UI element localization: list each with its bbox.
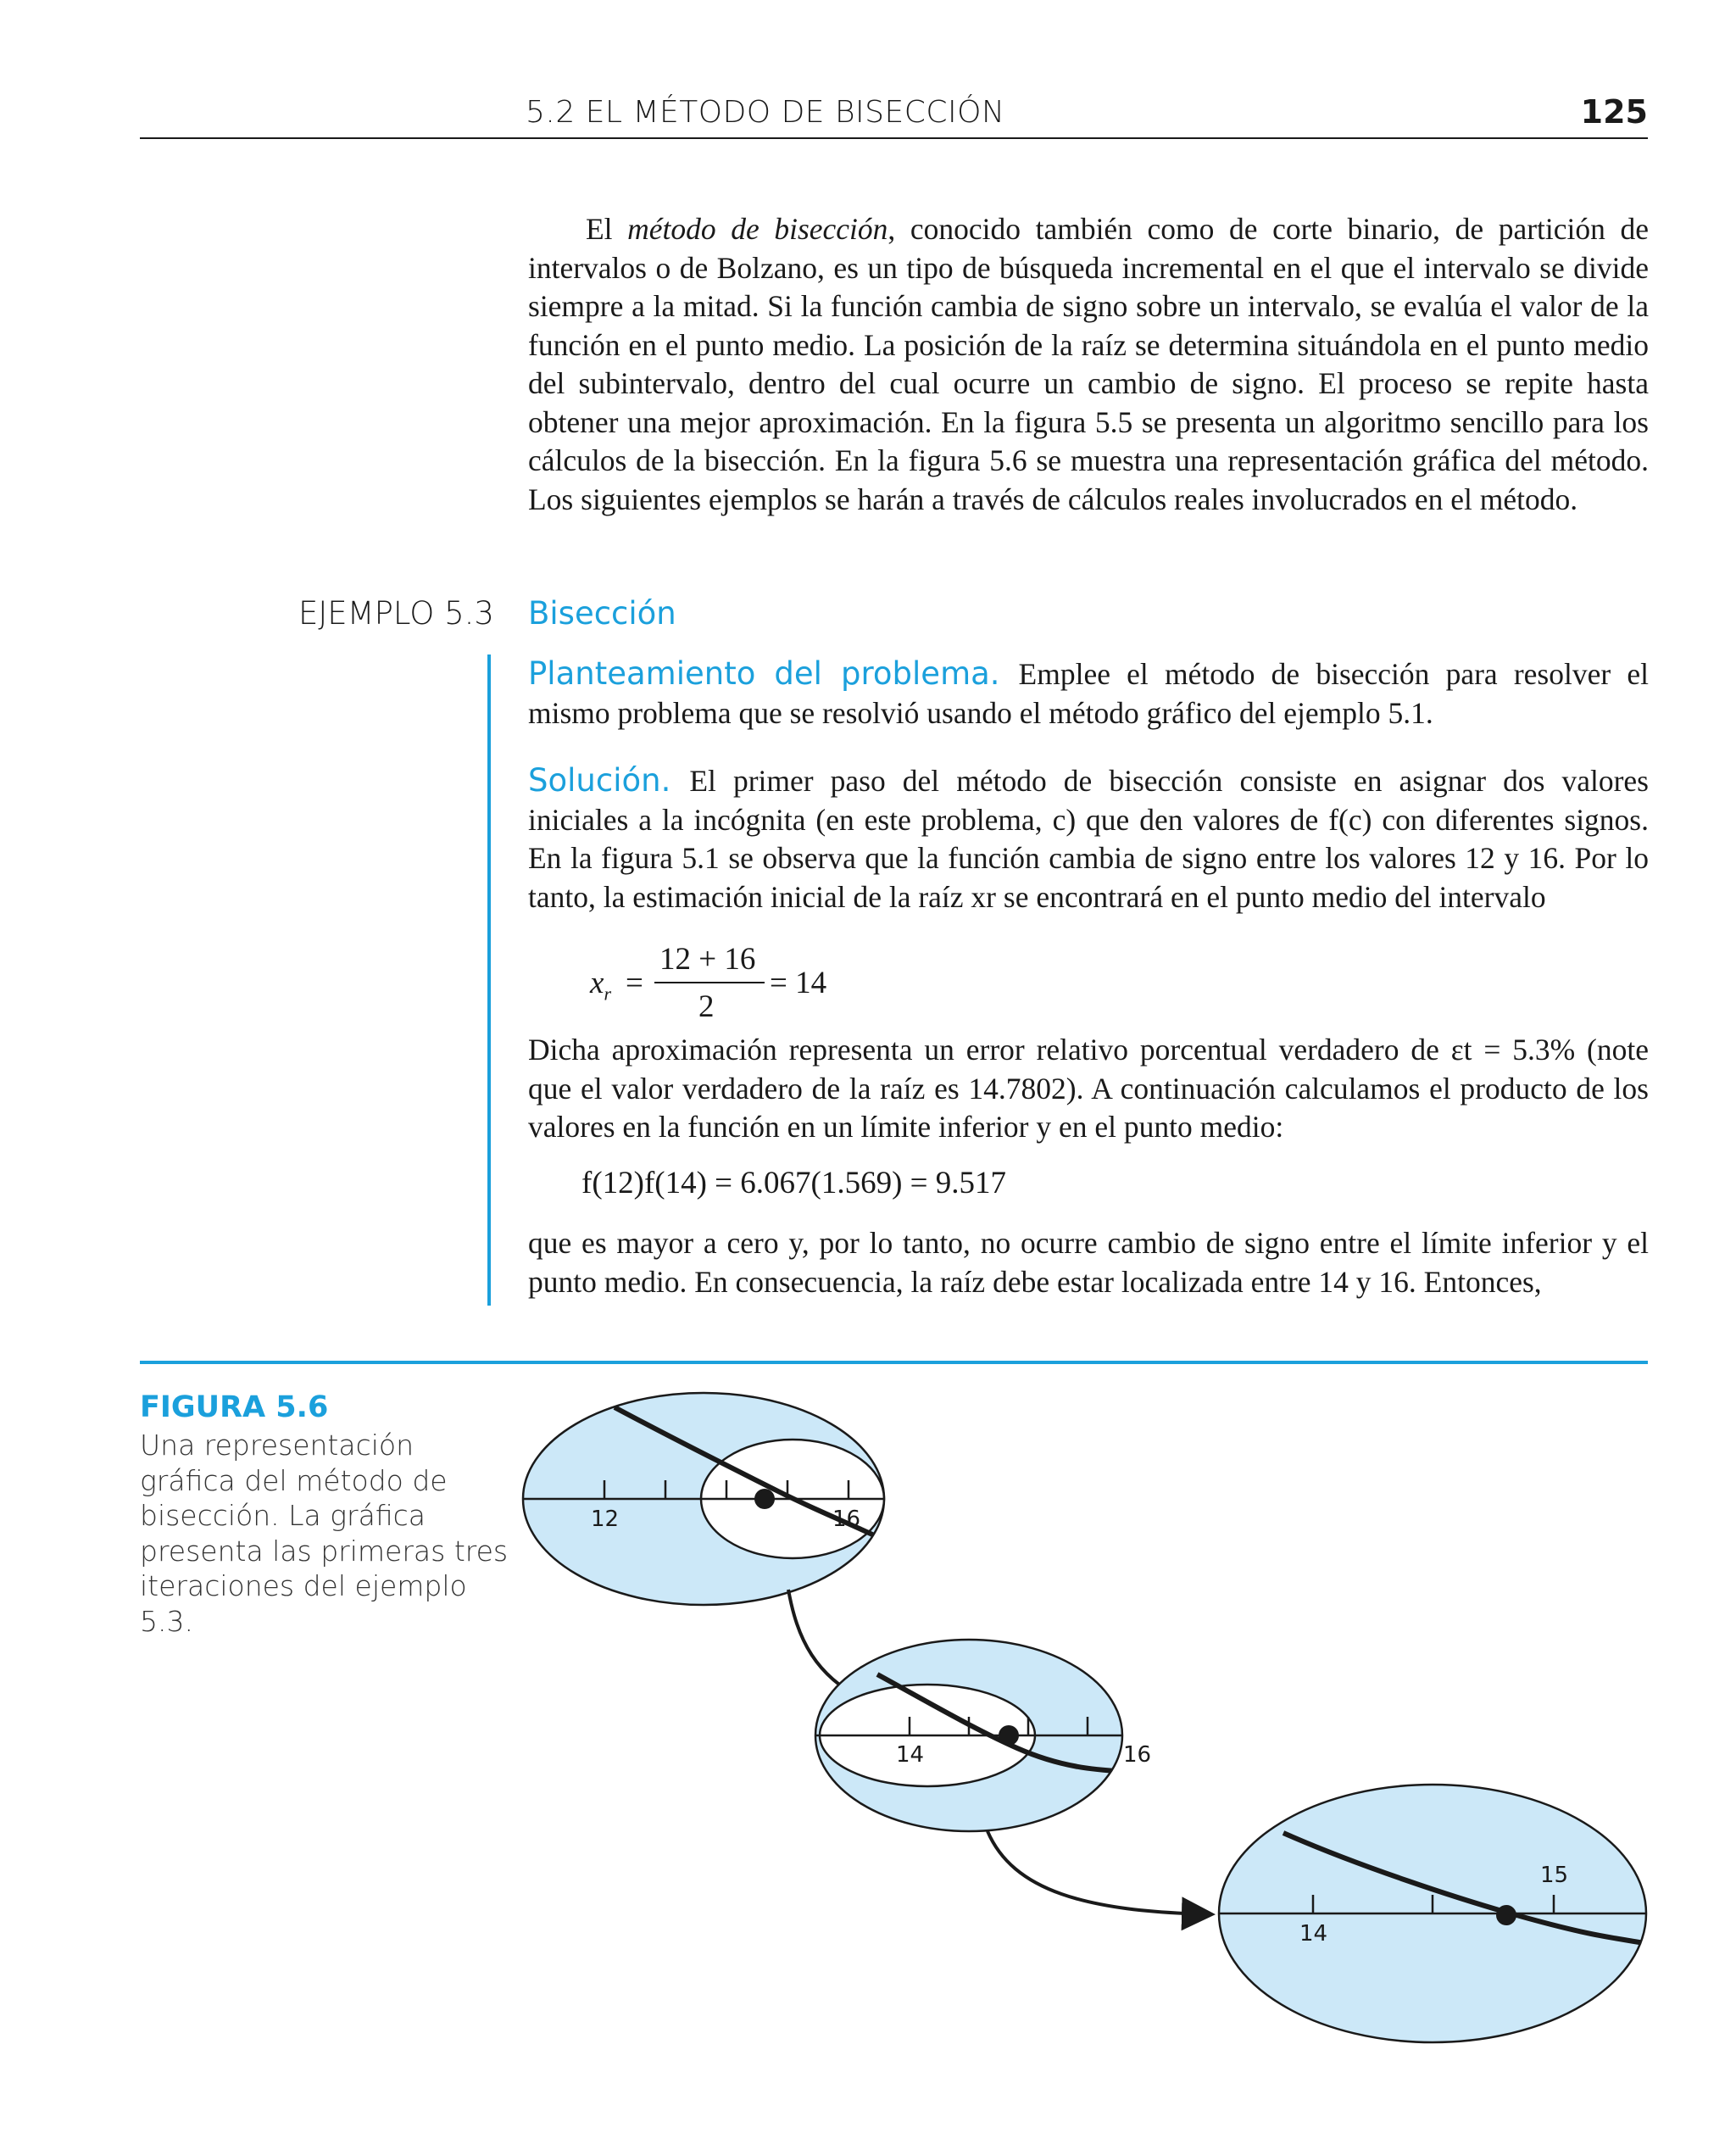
- formula-lhs: $x_r$: [590, 966, 611, 1005]
- iteration-1-label-left: 12: [591, 1507, 620, 1532]
- iteration-2-label-right: 16: [1123, 1742, 1152, 1768]
- figure-label: FIGURA 5.6: [140, 1390, 329, 1424]
- example-label: EJEMPLO 5.3: [298, 595, 494, 632]
- arrow-to-iteration-3: [988, 1831, 1212, 1914]
- intro-lead: El: [586, 212, 628, 246]
- running-header-title: 5.2 EL MÉTODO DE BISECCIÓN: [526, 95, 1005, 130]
- closing-paragraph: que es mayor a cero y, por lo tanto, no ocurre cambio de signo entre el límite inferior y el punto medio. En consecuencia, la raíz debe estar localizada entre 14 y 16. Entonces,: [528, 1226, 1649, 1299]
- intro-text: , conocido también como de corte binario, de partición de intervalos o de Bolzano, es un tipo de búsqueda incremental en el que el intervalo se divide siempre a la mitad. Si la función cambia de signo sobre un intervalo, se evalúa el valor de la función en el punto medio. La posición de la raíz se determina situándola en el punto medio del subintervalo, dentro del cual ocurre un cambio de signo. El proceso se repite hasta obtener una mejor aproximación. En la figura 5.5 se presenta un algoritmo sencillo para los cálculos de la bisección. En la figura 5.6 se muestra una representación gráfica del método. Los siguientes ejemplos se harán a través de cálculos reales involucrados en el método.: [528, 212, 1649, 516]
- iteration-1-view: [509, 1393, 899, 1605]
- formula-denominator: 2: [698, 989, 715, 1024]
- solution-heading: Solución.: [528, 762, 671, 799]
- problem-heading: Planteamiento del problema.: [528, 655, 1000, 692]
- iteration-3-midpoint: [1496, 1905, 1516, 1925]
- iteration-3-label-right: 15: [1540, 1863, 1569, 1888]
- example-title: Bisección: [528, 595, 676, 632]
- iteration-3-view: [1212, 1785, 1653, 2042]
- iteration-1-label-right: 16: [832, 1507, 861, 1532]
- formula-equals: =: [626, 966, 643, 1000]
- product-equation: f(12)f(14) = 6.067(1.569) = 9.517: [581, 1166, 1007, 1200]
- iteration-2-label-left: 14: [896, 1742, 925, 1768]
- figure-caption: Una representación gráfica del método de bisección. La gráfica presenta las primeras tres iteraciones del ejemplo 5.3.: [140, 1429, 509, 1638]
- solution-text: El primer paso del método de bisección consiste en asignar dos valores iniciales a la incógnita (en este problema, c) que den valores de f(c) con diferentes signos. En la figura 5.1 se observa que la función cambia de signo entre los valores 12 y 16. Por lo tanto, la estimación inicial de la raíz xr se encontrará en el punto medio del intervalo: [528, 764, 1649, 914]
- error-paragraph: Dicha aproximación representa un error relativo porcentual verdadero de εt = 5.3% (note que el valor verdadero de la raíz es 14.7802). A continuación calculamos el producto de los valores en la función en un límite inferior y en el punto medio:: [528, 1033, 1649, 1144]
- page-number: 125: [1580, 93, 1648, 131]
- problem-text: Emplee el método de bisección para resolver el mismo problema que se resolvió usando el método gráfico del ejemplo 5.1.: [528, 657, 1649, 730]
- formula-rhs: = 14: [770, 966, 827, 1000]
- intro-term: método de bisección: [627, 212, 888, 246]
- iteration-3-label-left: 14: [1299, 1921, 1328, 1947]
- iteration-2-midpoint: [999, 1725, 1019, 1746]
- iteration-1-midpoint: [754, 1489, 775, 1509]
- iteration-2-view: [805, 1640, 1151, 1831]
- formula-numerator: 12 + 16: [659, 942, 756, 977]
